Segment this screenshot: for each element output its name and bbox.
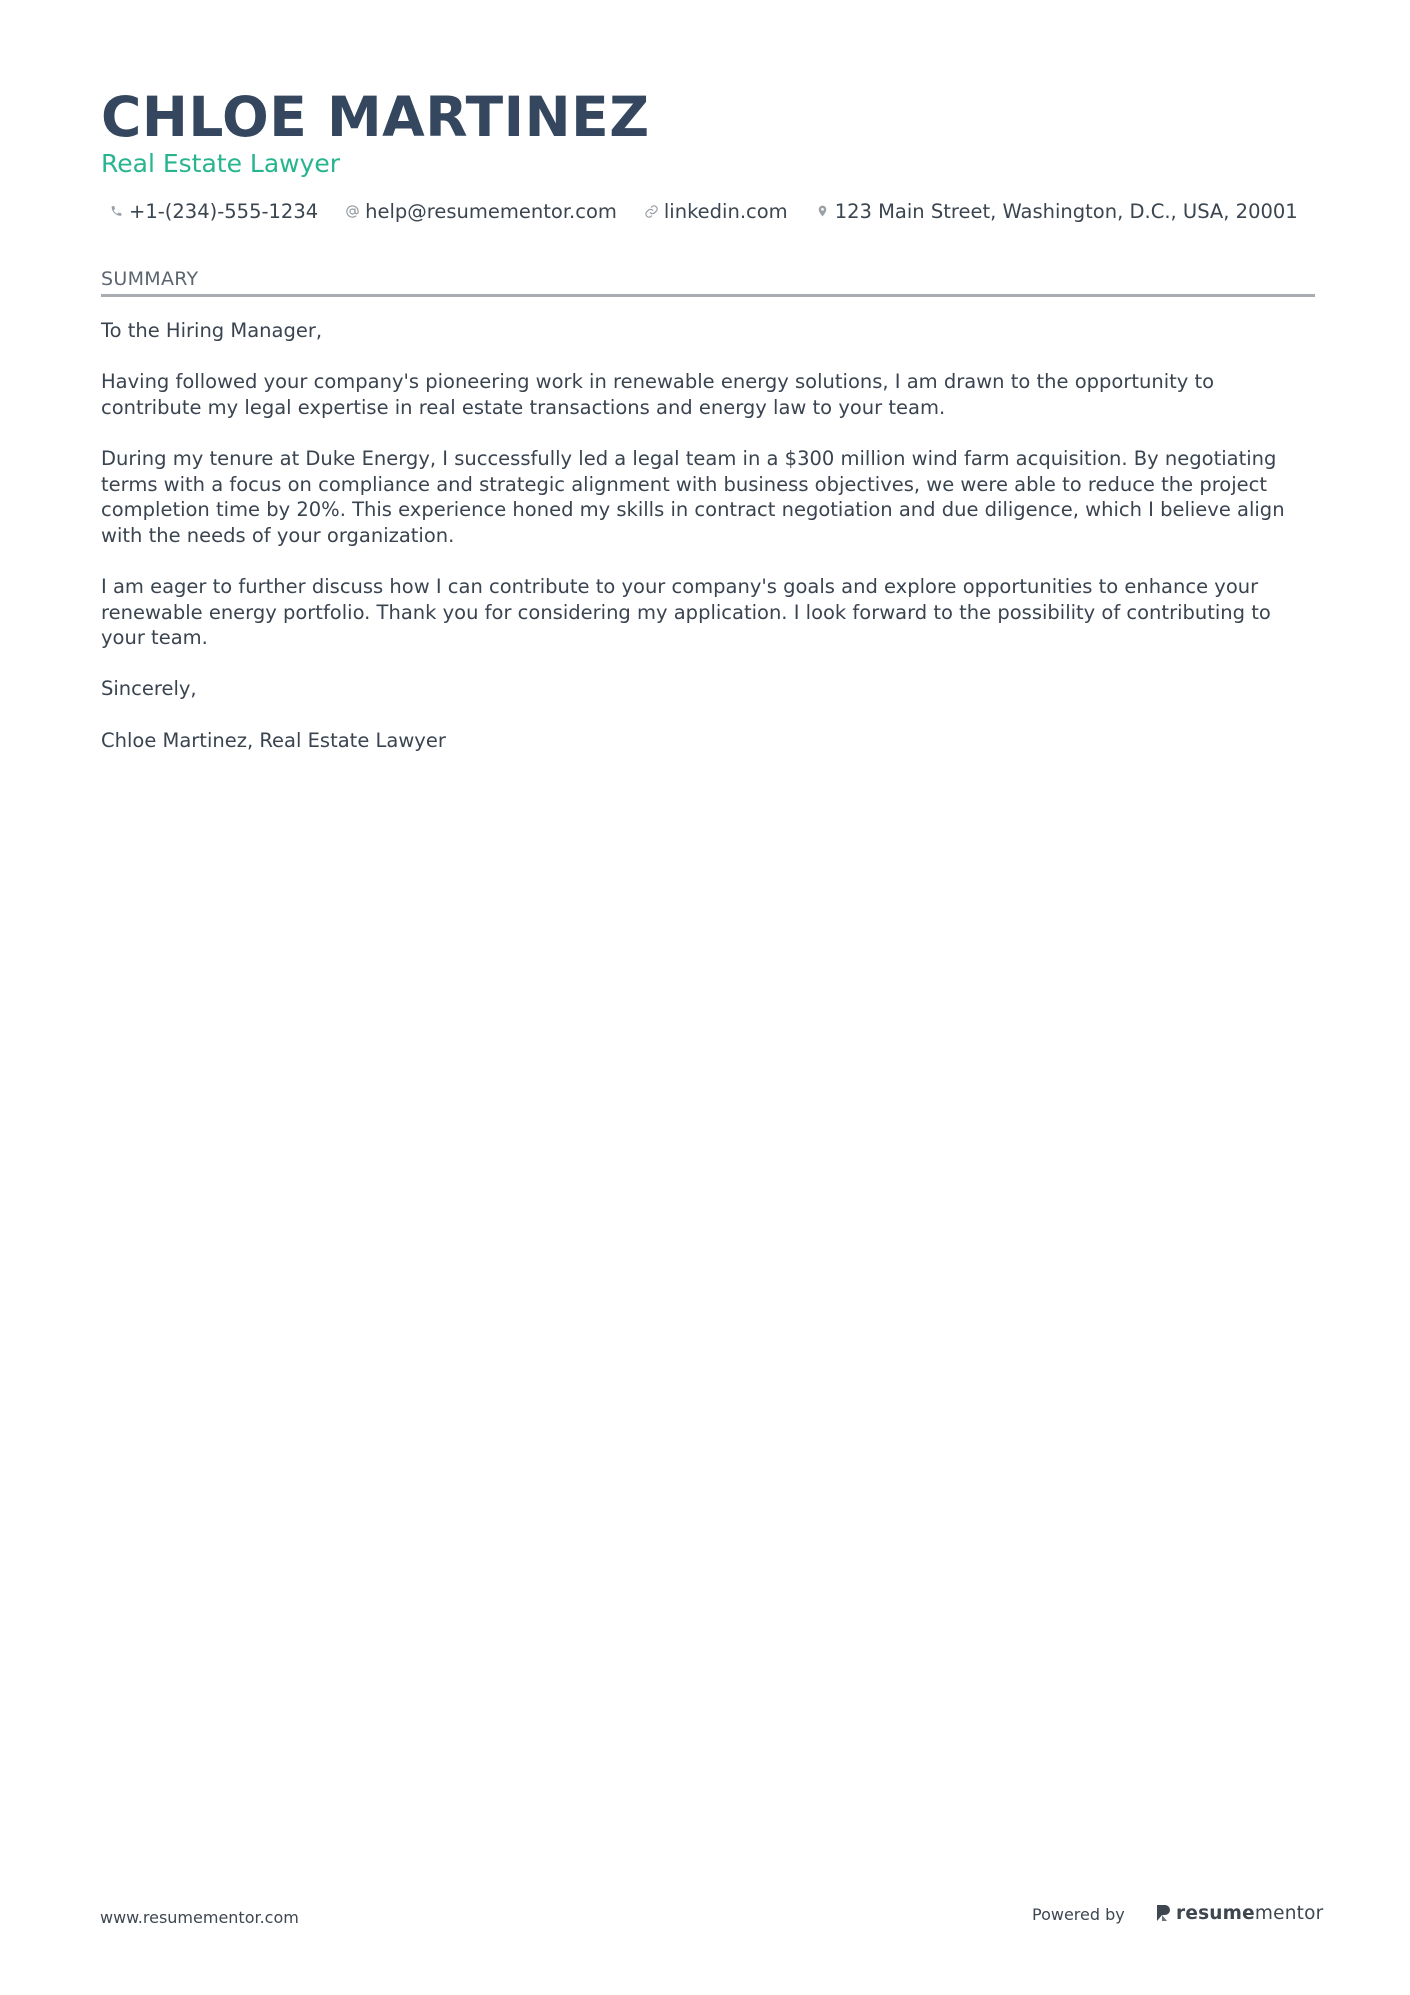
contact-bar	[108, 198, 1324, 224]
brand-wordmark	[1176, 1903, 1323, 1924]
contact-phone	[108, 200, 318, 223]
letter-body	[101, 318, 1315, 779]
contact-linkedin	[643, 200, 788, 223]
brand-wordmark-bold: resume	[1176, 1902, 1255, 1924]
signature-line: Chloe Martinez, Real Estate Lawyer	[101, 728, 446, 752]
candidate-name: CHLOE MARTINEZ	[101, 85, 650, 149]
closing: Sincerely,	[101, 677, 197, 701]
email-address[interactable]: help@resumementor.com	[365, 199, 617, 223]
at-icon	[344, 201, 361, 221]
section-divider	[101, 294, 1315, 297]
brand-logo[interactable]	[1154, 1900, 1323, 1926]
letter-paragraph: During my tenure at Duke Energy, I successfully led a legal team in a $300 million wind farm acquisition. By negotiating terms with a focus on compliance and strategic alignment with business objectives, we were able to reduce the project completion time by 20%. This experience honed my skills in contract negotiation and due diligence, which I believe align with the needs of your organization.	[101, 446, 1285, 547]
candidate-role: Real Estate Lawyer	[101, 149, 341, 178]
contact-email	[344, 200, 617, 223]
link-icon	[643, 201, 660, 221]
letter-paragraph: I am eager to further discuss how I can contribute to your company's goals and explore opportunities to enhance your renewable energy portfolio. Thank you for considering my application. I look forward to the possibility of contributing to your team.	[101, 574, 1271, 650]
footer-website-link[interactable]: www.resumementor.com	[100, 1908, 299, 1927]
salutation: To the Hiring Manager,	[101, 319, 323, 342]
letter-paragraph: Having followed your company's pioneering work in renewable energy solutions, I am drawn to the opportunity to contribute my legal expertise in real estate transactions and energy law to your team.	[101, 370, 1215, 419]
phone-icon	[108, 201, 125, 221]
resumementor-logo-icon	[1154, 1902, 1172, 1924]
postal-address: 123 Main Street, Washington, D.C., USA, 20001	[834, 199, 1298, 223]
footer-powered-by: Powered by	[1032, 1905, 1125, 1924]
contact-address	[814, 200, 1298, 223]
brand-wordmark-light: mentor	[1254, 1902, 1324, 1924]
linkedin-link[interactable]: linkedin.com	[663, 199, 788, 223]
summary-heading: SUMMARY	[101, 268, 199, 290]
location-pin-icon	[814, 201, 831, 221]
phone-number[interactable]: +1-(234)-555-1234	[129, 199, 319, 223]
